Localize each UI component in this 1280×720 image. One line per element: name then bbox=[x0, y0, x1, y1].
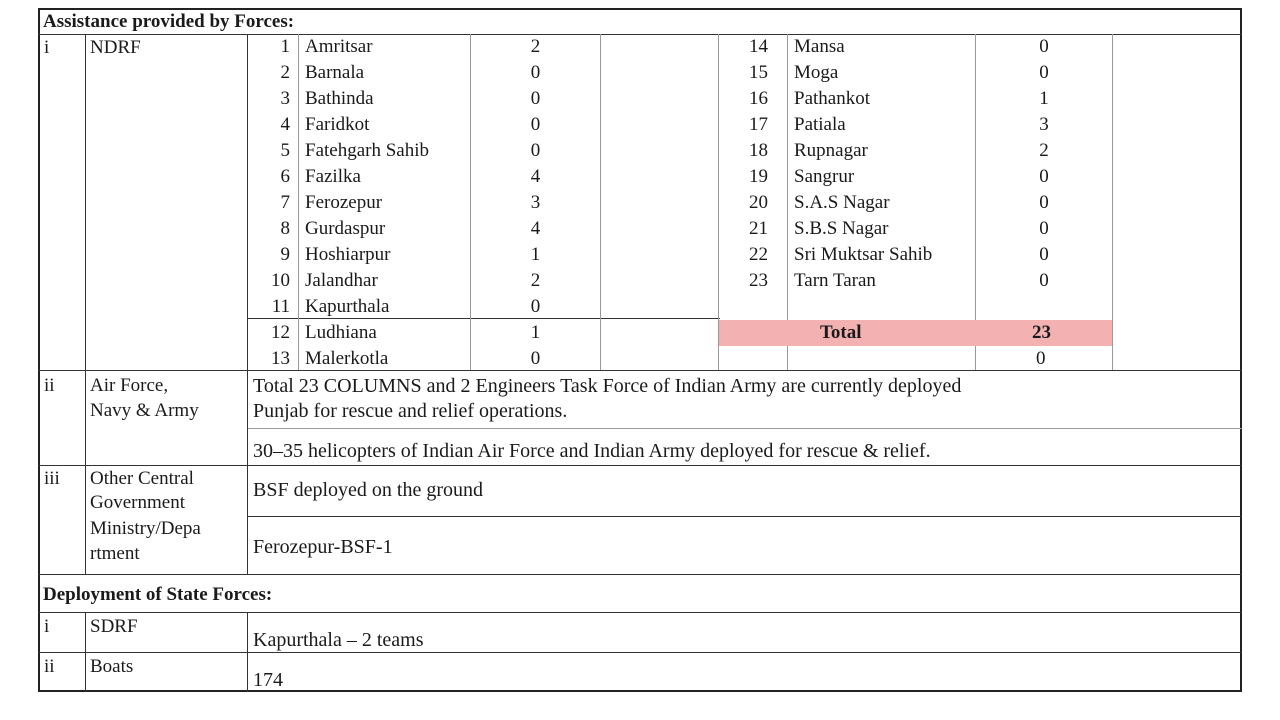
armed-text-line2: Punjab for rescue and relief operations. bbox=[253, 400, 568, 422]
central-label-line4: rtment bbox=[90, 543, 140, 564]
sdrf-label: SDRF bbox=[90, 616, 138, 637]
district-name: Malerkotla bbox=[305, 348, 389, 369]
district-number: 11 bbox=[271, 296, 290, 317]
district-name: Mansa bbox=[794, 36, 845, 57]
district-number: 4 bbox=[280, 114, 290, 135]
district-number: 17 bbox=[749, 114, 768, 135]
central-label-line1: Other Central bbox=[90, 468, 194, 489]
district-name: Ludhiana bbox=[305, 322, 377, 343]
district-value: 0 bbox=[530, 348, 541, 369]
district-name: Faridkot bbox=[305, 114, 370, 135]
district-value: 0 bbox=[1039, 166, 1049, 187]
armed-label-line2: Navy & Army bbox=[90, 400, 199, 421]
district-number: 15 bbox=[749, 62, 768, 83]
district-value: 3 bbox=[1039, 114, 1049, 135]
district-name: Kapurthala bbox=[305, 296, 390, 317]
district-name: Jalandhar bbox=[305, 270, 378, 291]
district-value: 1 bbox=[530, 322, 541, 343]
district-name: Tarn Taran bbox=[794, 270, 876, 291]
sdrf-text: Kapurthala – 2 teams bbox=[253, 629, 424, 651]
district-number: 1 bbox=[280, 36, 290, 57]
total-value: 23 bbox=[1032, 322, 1051, 343]
boats-label: Boats bbox=[90, 656, 134, 677]
district-name: Sri Muktsar Sahib bbox=[794, 244, 933, 265]
district-number: 18 bbox=[749, 140, 768, 161]
armed-text-line1: Total 23 COLUMNS and 2 Engineers Task Force of Indian Army are currently deployed bbox=[253, 375, 962, 397]
district-number: 16 bbox=[749, 88, 768, 109]
extra-value: 0 bbox=[1036, 348, 1046, 369]
district-value: 2 bbox=[530, 36, 541, 57]
district-value: 1 bbox=[530, 244, 541, 265]
district-number: 3 bbox=[280, 88, 290, 109]
row-number-central: iii bbox=[44, 468, 60, 489]
row-number-sdrf: i bbox=[44, 616, 50, 637]
section-title-assistance: Assistance provided by Forces: bbox=[43, 11, 295, 32]
district-number: 10 bbox=[271, 270, 290, 291]
section-title-state-forces: Deployment of State Forces: bbox=[43, 584, 273, 605]
district-number: 14 bbox=[749, 36, 768, 57]
district-value: 3 bbox=[530, 192, 541, 213]
row-number-boats: ii bbox=[44, 656, 55, 677]
district-name: Moga bbox=[794, 62, 839, 83]
central-label-line2: Government bbox=[90, 492, 185, 513]
district-value: 0 bbox=[1039, 218, 1049, 239]
district-value: 0 bbox=[530, 62, 541, 83]
central-text-ferozepur: Ferozepur-BSF-1 bbox=[253, 536, 393, 558]
district-value: 0 bbox=[1039, 36, 1049, 57]
district-name: Pathankot bbox=[794, 88, 870, 109]
ndrf-label: NDRF bbox=[90, 37, 141, 58]
district-value: 0 bbox=[1039, 270, 1049, 291]
central-label-line3: Ministry/Depa bbox=[90, 518, 201, 539]
district-name: Barnala bbox=[305, 62, 365, 83]
district-name: Bathinda bbox=[305, 88, 374, 109]
district-value: 0 bbox=[530, 114, 541, 135]
district-value: 0 bbox=[1039, 244, 1049, 265]
district-number: 22 bbox=[749, 244, 768, 265]
district-name: Hoshiarpur bbox=[305, 244, 391, 265]
district-value: 2 bbox=[1039, 140, 1049, 161]
armed-label-line1: Air Force, bbox=[90, 375, 169, 396]
boats-text: 174 bbox=[253, 669, 283, 691]
district-number: 6 bbox=[280, 166, 290, 187]
total-highlight bbox=[719, 320, 1112, 346]
district-name: Rupnagar bbox=[794, 140, 868, 161]
district-number: 7 bbox=[280, 192, 290, 213]
armed-text-line3: 30–35 helicopters of Indian Air Force and Indian Army deployed for rescue & relief. bbox=[253, 440, 931, 462]
district-name: Ferozepur bbox=[305, 192, 383, 213]
district-value: 2 bbox=[530, 270, 541, 291]
district-value: 4 bbox=[530, 166, 541, 187]
district-number: 19 bbox=[749, 166, 768, 187]
district-name: Fatehgarh Sahib bbox=[305, 140, 430, 161]
district-name: Gurdaspur bbox=[305, 218, 386, 239]
district-number: 20 bbox=[749, 192, 768, 213]
district-number: 23 bbox=[749, 270, 768, 291]
district-value: 0 bbox=[530, 296, 541, 317]
district-number: 2 bbox=[280, 62, 290, 83]
district-value: 4 bbox=[530, 218, 541, 239]
district-value: 1 bbox=[1039, 88, 1049, 109]
total-label: Total bbox=[820, 322, 862, 343]
row-number-ndrf: i bbox=[44, 37, 50, 58]
district-number: 8 bbox=[280, 218, 290, 239]
district-name: S.B.S Nagar bbox=[794, 218, 889, 239]
district-number: 21 bbox=[749, 218, 768, 239]
district-value: 0 bbox=[1039, 192, 1049, 213]
district-name: Amritsar bbox=[305, 36, 373, 57]
central-text-bsf: BSF deployed on the ground bbox=[253, 479, 483, 501]
row-number-armed: ii bbox=[44, 375, 55, 396]
district-number: 5 bbox=[280, 140, 290, 161]
district-number: 9 bbox=[280, 244, 290, 265]
district-name: Fazilka bbox=[305, 166, 361, 187]
district-name: Patiala bbox=[794, 114, 846, 135]
district-name: Sangrur bbox=[794, 166, 855, 187]
district-number: 12 bbox=[271, 322, 290, 343]
district-number: 13 bbox=[271, 348, 290, 369]
district-value: 0 bbox=[530, 88, 541, 109]
district-value: 0 bbox=[1039, 62, 1049, 83]
district-name: S.A.S Nagar bbox=[794, 192, 890, 213]
district-value: 0 bbox=[530, 140, 541, 161]
